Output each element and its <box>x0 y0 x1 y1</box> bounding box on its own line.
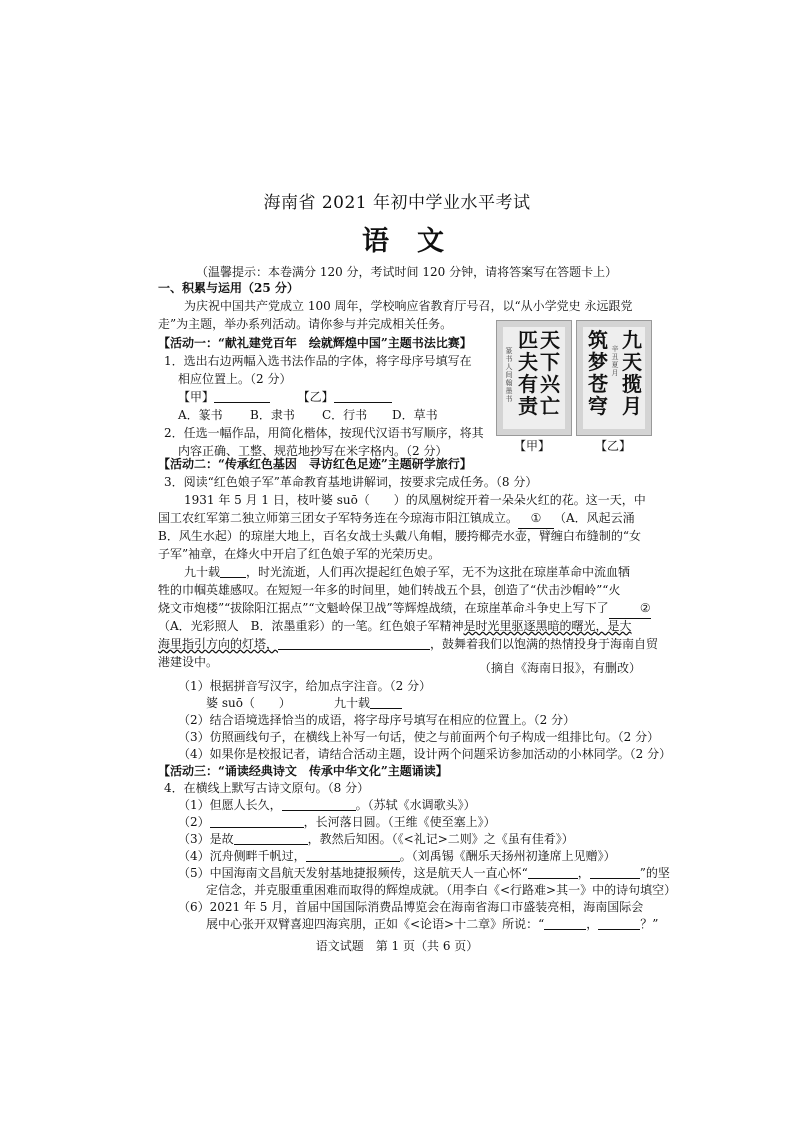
underlined-sentence: 海里指引方向的灯塔， <box>158 637 279 651</box>
poem-text: （3）是故 <box>178 832 234 846</box>
passage-text: ，时光流逝，人们再次提起红色娘子军，无不为这批在琼崖革命中流血牺 <box>246 565 631 579</box>
pinyin-item: 婆 suō（ ） <box>206 696 291 710</box>
blank-2[interactable]: ② <box>609 599 651 619</box>
passage-text: ，鼓舞着我们以饱满的热情投身于海南自贸 <box>430 637 659 651</box>
answer-blank[interactable] <box>278 636 430 650</box>
image-label-yi: 【乙】 <box>595 439 632 453</box>
poem-text: （2） <box>178 815 210 829</box>
poem-text: 。（刘禹锡《酬乐天扬州初逢席上见赠》） <box>399 849 616 863</box>
poem-text: ，长河落日圆。（王维《使至塞上》） <box>303 815 496 829</box>
calligraphy-column: 匹夫有责 <box>518 328 538 418</box>
answer-blank[interactable] <box>220 564 246 578</box>
answer-blank[interactable] <box>306 848 400 862</box>
calligraphy-yi-image <box>576 320 652 436</box>
section-heading: 一、积累与运用（25 分） <box>158 281 299 295</box>
answer-blank[interactable] <box>370 695 402 709</box>
source-note: （摘自《海南日报》，有删改） <box>479 661 642 675</box>
answer-blank[interactable] <box>214 389 270 403</box>
poem-text: ？” <box>640 917 659 931</box>
activity-heading: 【活动二：“传承红色基因 寻访红色足迹”主题研学旅行】 <box>158 457 472 471</box>
poem-text: （5）中国海南文昌航天发射基地捷报频传，这是航天人一直心怀“ <box>178 866 528 880</box>
question-text: 4．在横线上默写古诗文原句。（8 分） <box>164 781 370 795</box>
poem-line: 定信念，并克服重重困难而取得的辉煌成就。（用李白《<行路难>其一》中的诗句填空） <box>206 883 677 897</box>
calligraphy-column: 九天揽月 <box>622 328 642 418</box>
sub-question: （2）结合语境选择恰当的成语，将字母序号填写在相应的位置上。（2 分） <box>178 713 576 727</box>
passage-text: 国工农红军第二独立师第三团女子军特务连在今琼海市阳江镇成立。 <box>158 511 519 525</box>
passage-line <box>184 563 630 582</box>
passage-text: （A．风起云涌 <box>554 511 635 525</box>
calligraphy-inscription: 辛丑夏月 <box>611 345 619 377</box>
passage-text: 烧文市炮楼”“拔除阳江据点”“文魁岭保卫战”等辉煌战绩，在琼崖革命斗争史上写下了 <box>158 601 609 615</box>
question-text: 1．选出右边两幅入选书法作品的字体，将字母序号填写在 <box>164 354 472 368</box>
poem-text: ， <box>586 917 599 931</box>
option-C: C．行书 <box>322 408 368 422</box>
poem-text: ”的坚 <box>639 866 670 880</box>
poem-line <box>206 915 658 934</box>
answer-row <box>178 388 392 407</box>
sub-question: （3）仿照画线句子，在横线上补写一句话，使之与前面两个句子构成一组排比句。（2 分） <box>178 730 660 744</box>
poem-text: ， <box>577 866 590 880</box>
passage-text: （A．光彩照人 B．浓墨重彩）的一笔。红色娘子军精神 <box>158 619 464 633</box>
calligraphy-column: 天下兴亡 <box>540 328 560 418</box>
passage-text: 九十载 <box>334 696 371 710</box>
answer-blank[interactable] <box>282 797 356 811</box>
poem-line: （6）2021 年 5 月，首届中国国际消费品博览会在海南省海口市盛装亮相，海南国际会 <box>178 900 644 914</box>
page-footer: 语文试题 第 1 页（共 6 页） <box>315 939 479 953</box>
passage-line: 牲的巾帼英雄感叹。在短短一年多的时间里，她们转战五个县，创造了“伏击沙帽岭”“火 <box>158 583 621 597</box>
sub-question: （4）如果你是校报记者，请结合活动主题，设计两个问题采访参加活动的小林同学。（2 分） <box>178 747 672 761</box>
sub-question: （1）根据拼音写汉字，给加点字注音。（2 分） <box>178 679 432 693</box>
answer-blank[interactable] <box>590 865 640 879</box>
answer-blank[interactable] <box>528 865 578 879</box>
question-text: 相应位置上。（2 分） <box>178 372 292 386</box>
passage-line <box>158 617 632 636</box>
question-text: 3．阅读“红色娘子军”革命教育基地讲解词，按要求完成任务。（8 分） <box>164 475 538 489</box>
answer-blank[interactable] <box>544 916 586 930</box>
exam-tip: （温馨提示：本卷满分 120 分，考试时间 120 分钟，请将答案写在答题卡上） <box>196 265 618 279</box>
passage-line <box>158 635 658 654</box>
passage-line <box>158 599 651 619</box>
passage-line: B．风生水起）的琼崖大地上，百名女战士头戴八角帽，腰挎椰壳水壶，臂缠白布缝制的“女 <box>158 529 641 543</box>
answer-blank[interactable] <box>598 916 640 930</box>
poem-text: 展中心张开双臂喜迎四海宾朋，正如《<论语>十二章》所说：“ <box>206 917 545 931</box>
passage-line: 1931 年 5 月 1 日，枝叶婆 suō（ ）的凤凰树绽开着一朵朵火红的花。这一天，中 <box>184 493 646 507</box>
option-B: B．隶书 <box>250 408 295 422</box>
poem-text: 。（苏轼《水调歌头》） <box>355 798 476 812</box>
yi-label: 【乙】 <box>297 390 334 404</box>
option-A: A．篆书 <box>178 408 223 422</box>
underlined-sentence: 是时光里驱逐黑暗的曙光，是大 <box>463 619 632 633</box>
answer-blank[interactable] <box>210 814 304 828</box>
option-D: D．草书 <box>392 408 438 422</box>
image-label-jia: 【甲】 <box>514 439 551 453</box>
activity-heading: 【活动三：“诵读经典诗文 传承中华文化”主题诵读】 <box>158 764 448 778</box>
answer-blank[interactable] <box>334 389 392 403</box>
intro-line: 走”为主题，举办系列活动。请你参与并完成相关任务。 <box>158 317 453 331</box>
question-text: 内容正确、工整、规范地抄写在米字格内。（2 分） <box>178 444 448 458</box>
passage-text: 九十载 <box>184 565 221 579</box>
passage-line <box>158 509 635 529</box>
poem-text: （1）但愿人长久， <box>178 798 282 812</box>
answer-blank[interactable] <box>234 831 308 845</box>
question-text: 2．任选一幅作品，用简化楷体，按现代汉语书写顺序，将其 <box>164 426 484 440</box>
exam-title: 海南省 2021 年初中学业水平考试 <box>263 193 531 213</box>
calligraphy-jia-image <box>496 320 572 436</box>
calligraphy-inscription: 篆书人间翰墨书 <box>505 347 513 403</box>
passage-line: 子军”袖章，在烽火中开启了红色娘子军的光荣历史。 <box>158 547 441 561</box>
poem-text: （4）沉舟侧畔千帆过， <box>178 849 306 863</box>
intro-line: 为庆祝中国共产党成立 100 周年，学校响应省教育厅号召，以“从小学党史 永远跟党 <box>184 299 633 313</box>
passage-line: 港建设中。 <box>158 655 219 669</box>
jia-label: 【甲】 <box>178 390 215 404</box>
poem-text: ，教然后知困。（《<礼记>二则》之《虽有佳肴》） <box>307 832 574 846</box>
subject-title: 语文 <box>362 226 472 257</box>
blank-1[interactable]: ① <box>518 509 554 529</box>
calligraphy-column: 筑梦苍穹 <box>588 328 608 418</box>
activity-heading: 【活动一：“献礼建党百年 绘就辉煌中国”主题书法比赛】 <box>158 336 472 350</box>
